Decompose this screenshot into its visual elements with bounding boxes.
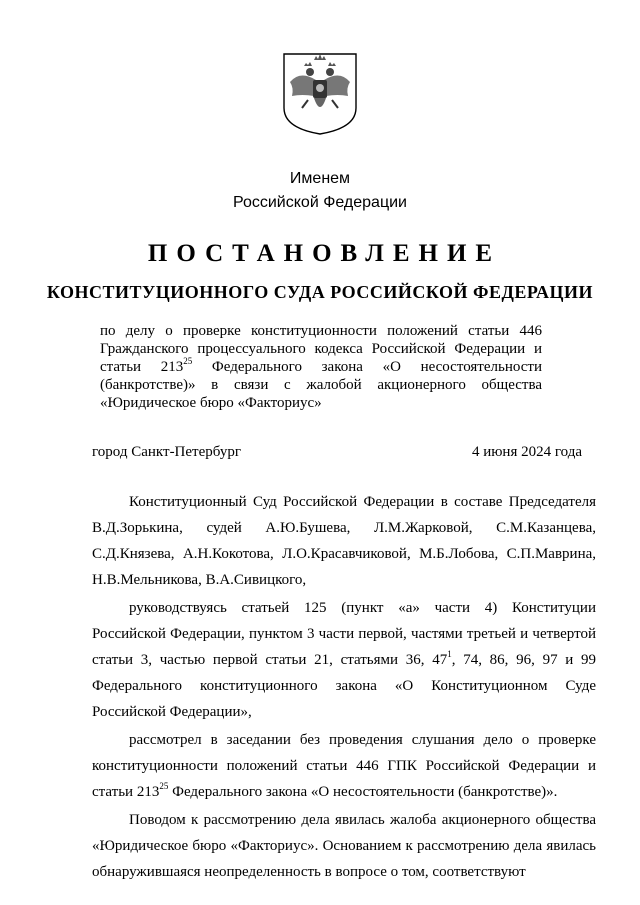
considered-part-2: Федерального закона «О несостоятельности (банкротстве)». [168, 784, 558, 800]
date: 4 июня 2024 года [471, 444, 582, 460]
case-subject-text [100, 322, 542, 412]
subject-part-2: Федерального закона «О несостоятельности (банкротстве)» в связи с жалобой акционерного общества «Юридическое бюро «Факториус» [100, 359, 542, 411]
legal-basis-part-1: руководствуясь статьей 125 (пункт «а» части 4) Конституции Российской Федерации, пунктом 3 части первой, частями третьей и четвертой статьи 3, частью первой статьи 21, статьями 36, 47 [92, 600, 596, 668]
preamble-line-2: Российской Федерации [233, 194, 407, 211]
document-subtitle: КОНСТИТУЦИОННОГО СУДА РОССИЙСКОЙ ФЕДЕРАЦИИ [46, 282, 594, 302]
paragraph-grounds: Поводом к рассмотрению дела явилась жалоба акционерного общества «Юридическое бюро «Факториус». Основанием к рассмотрению дела явилась обнаружившаяся неопределенность в вопросе о том, соответствуют [92, 812, 596, 880]
paragraph-composition: Конституционный Суд Российской Федерации в составе Председателя В.Д.Зорькина, судей А.Ю.Бушева, Л.М.Жарковой, С.М.Казанцева, С.Д.Князева, А.Н.Кокотова, Л.О.Красавчиковой, М.Б.Лобова, С.П.Маврина, Н.В.Мельникова, В.А.Сивицкого, [92, 494, 596, 588]
preamble-line-1: Именем [289, 170, 351, 187]
coat-of-arms-emblem [280, 50, 360, 136]
paragraph-considered [92, 727, 596, 805]
considered-superscript: 25 [159, 781, 169, 791]
subject-superscript: 25 [183, 356, 193, 366]
document-title: ПОСТАНОВЛЕНИЕ [147, 240, 502, 267]
legal-basis-part-2: , 74, 86, 96, 97 и 99 Федерального конституционного закона «О Конституционном Суде Российской Федерации», [92, 652, 597, 720]
document-body [92, 489, 596, 885]
city: город Санкт-Петербург [92, 444, 241, 460]
paragraph-legal-basis [92, 595, 596, 725]
considered-part-1: рассмотрел в заседании без проведения слушания дело о проверке конституционности положений статьи 446 ГПК Российской Федерации и статьи 213 [92, 732, 596, 800]
case-subject [100, 322, 542, 412]
legal-basis-superscript: 1 [447, 649, 452, 659]
subject-part-1: по делу о проверке конституционности положений статьи 446 Гражданского процессуального кодекса Российской Федерации и статьи 213 [100, 323, 542, 375]
